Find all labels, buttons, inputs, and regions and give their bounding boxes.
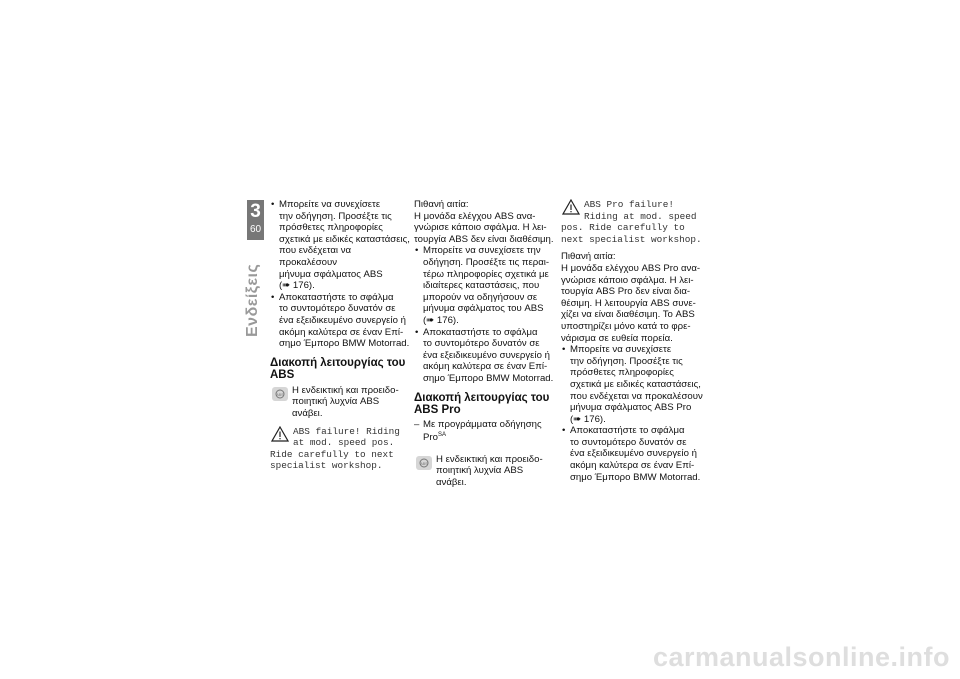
text-line: τέρω πληροφορίες σχετικά με: [423, 268, 549, 280]
text-line: πρόσθετες πληροφορίες: [279, 222, 383, 234]
list-item: [561, 425, 703, 483]
text-line: ένα εξειδικευμένο συνεργείο ή: [279, 314, 406, 326]
text-line: σχετικά με ειδικές καταστάσεις,: [570, 378, 701, 390]
text-line: • Αποκαταστήστε το σφάλμα: [279, 291, 394, 303]
list-item: [414, 327, 554, 385]
heading-line: Διακοπή λειτουργίας του: [270, 356, 406, 369]
chapter-side-title: Ενδείξεις: [244, 263, 261, 337]
text-line: που ενδέχεται να προκαλέσουν: [279, 245, 352, 268]
text-line: που ενδέχεται να προκαλέσουν: [570, 390, 703, 402]
column-1: [270, 199, 410, 478]
text-line: υποστηρίζει μόνο κατά το φρε-: [561, 320, 691, 332]
list-item: [270, 199, 410, 292]
text-line: μήνυμα σφάλματος ABS Pro: [570, 402, 692, 414]
message-line: specialist workshop.: [270, 460, 383, 472]
text-line: χίζει να είναι διαθέσιμη. Το ABS: [561, 309, 695, 321]
text-line: τουργία ABS δεν είναι διαθέσιμη.: [414, 233, 554, 245]
section-heading: [414, 392, 554, 416]
heading-line: ABS: [270, 368, 295, 381]
message-line: at mod. speed pos.: [293, 437, 395, 449]
text-line: ένα εξειδικευμένο συνεργείο ή: [423, 349, 550, 361]
page-number: 60: [249, 224, 262, 235]
text-line: πρόσθετες πληροφορίες: [570, 367, 674, 379]
text-line: ποιητική λυχνία ABS ανάβει.: [292, 396, 380, 419]
abs-lamp-icon: [416, 456, 432, 470]
svg-text:ABS: ABS: [420, 461, 428, 466]
text-line: Η ενδεικτική και προειδο-: [292, 384, 399, 396]
text-line: το συντομότερο δυνατόν σε: [279, 303, 396, 315]
text-line: σχετικά με ειδικές καταστάσεις,: [279, 233, 410, 245]
lamp-note: [414, 454, 554, 489]
watermark: carmanualsonline.info: [652, 642, 950, 672]
text-line: (➠ 176).: [423, 314, 459, 326]
text-line: μήνυμα σφάλματος ABS: [279, 268, 383, 280]
column-3: [561, 199, 703, 483]
message-line: Riding at mod. speed: [584, 210, 697, 222]
text-line: μπορούν να οδηγήσουν σε: [423, 291, 538, 303]
message-line: pos. Ride carefully to: [561, 222, 685, 234]
list-item: [270, 292, 410, 350]
heading-line: Διακοπή λειτουργίας του: [414, 391, 550, 404]
cause-label: Πιθανή αιτία:: [561, 251, 616, 263]
text-line: ακόμη καλύτερα σε έναν Επί-: [570, 460, 695, 472]
text-line: Η μονάδα ελέγχου ABS Pro ανα-: [561, 262, 701, 274]
text-line: • Μπορείτε να συνεχίσετε: [279, 199, 381, 210]
text-line: θέσιμη. Η λειτουργία ABS συνε-: [561, 297, 696, 309]
list-item: [414, 419, 554, 444]
text-line: την οδήγηση. Προσέξτε τις: [570, 355, 683, 367]
text-line: • Αποκαταστήστε το σφάλμα: [423, 326, 538, 338]
message-line: ABS failure! Riding: [293, 425, 400, 437]
text-line: σημο Έμπορο BMW Motorrad.: [279, 338, 410, 350]
text-line: τουργία ABS Pro δεν είναι δια-: [561, 286, 691, 298]
svg-text:ABS: ABS: [276, 392, 284, 397]
text-line: • Μπορείτε να συνεχίσετε: [570, 344, 672, 356]
text-line: ακόμη καλύτερα σε έναν Επί-: [279, 326, 404, 338]
text-line: οδήγηση. Προσέξτε τις περαι-: [423, 256, 550, 268]
text-line: ακόμη καλύτερα σε έναν Επί-: [423, 361, 548, 373]
chapter-badge: [247, 200, 264, 240]
text-line: Η ενδεικτική και προειδο-: [436, 453, 543, 465]
text-line: μήνυμα σφάλματος του ABS: [423, 303, 544, 315]
text-line: νάρισμα σε ευθεία πορεία.: [561, 332, 673, 344]
text-line: – Με προγράμματα οδήγησης: [423, 418, 542, 430]
text-line: σημο Έμπορο BMW Motorrad.: [423, 372, 554, 384]
text-line: Pro: [423, 432, 438, 444]
column-2: [414, 199, 554, 494]
special-equipment-marker: SA: [437, 432, 446, 439]
warning-triangle-icon: [562, 199, 580, 215]
chapter-number: 3: [250, 201, 261, 222]
text-line: ιδιαίτερες καταστάσεις, που: [423, 280, 540, 292]
text-line: (➠ 176).: [279, 280, 315, 292]
lamp-note: [270, 385, 410, 420]
section-heading: [270, 357, 410, 381]
text-line: (➠ 176).: [570, 413, 606, 425]
heading-line: ABS Pro: [414, 403, 461, 416]
cause-label: Πιθανή αιτία:: [414, 199, 469, 210]
list-item: [561, 344, 703, 425]
abs-lamp-icon: [272, 387, 288, 401]
message-line: Ride carefully to next: [270, 448, 394, 460]
text-line: ποιητική λυχνία ABS ανάβει.: [436, 465, 524, 489]
text-line: σημο Έμπορο BMW Motorrad.: [570, 471, 701, 483]
text-line: την οδήγηση. Προσέξτε τις: [279, 210, 392, 222]
message-line: next specialist workshop.: [561, 233, 702, 245]
display-message: [561, 199, 703, 245]
text-line: το συντομότερο δυνατόν σε: [423, 338, 540, 350]
message-line: ABS Pro failure!: [584, 199, 675, 210]
text-line: ένα εξειδικευμένο συνεργείο ή: [570, 448, 697, 460]
text-line: • Μπορείτε να συνεχίσετε την: [423, 245, 541, 257]
text-line: γνώρισε κάποιο σφάλμα. Η λει-: [561, 274, 694, 286]
display-message: [270, 426, 410, 472]
text-line: Η μονάδα ελέγχου ABS ανα-: [414, 210, 536, 222]
text-line: • Αποκαταστήστε το σφάλμα: [570, 425, 685, 437]
text-line: γνώρισε κάποιο σφάλμα. Η λει-: [414, 222, 547, 234]
warning-triangle-icon: [271, 426, 289, 442]
list-item: [414, 245, 554, 326]
text-line: το συντομότερο δυνατόν σε: [570, 436, 687, 448]
